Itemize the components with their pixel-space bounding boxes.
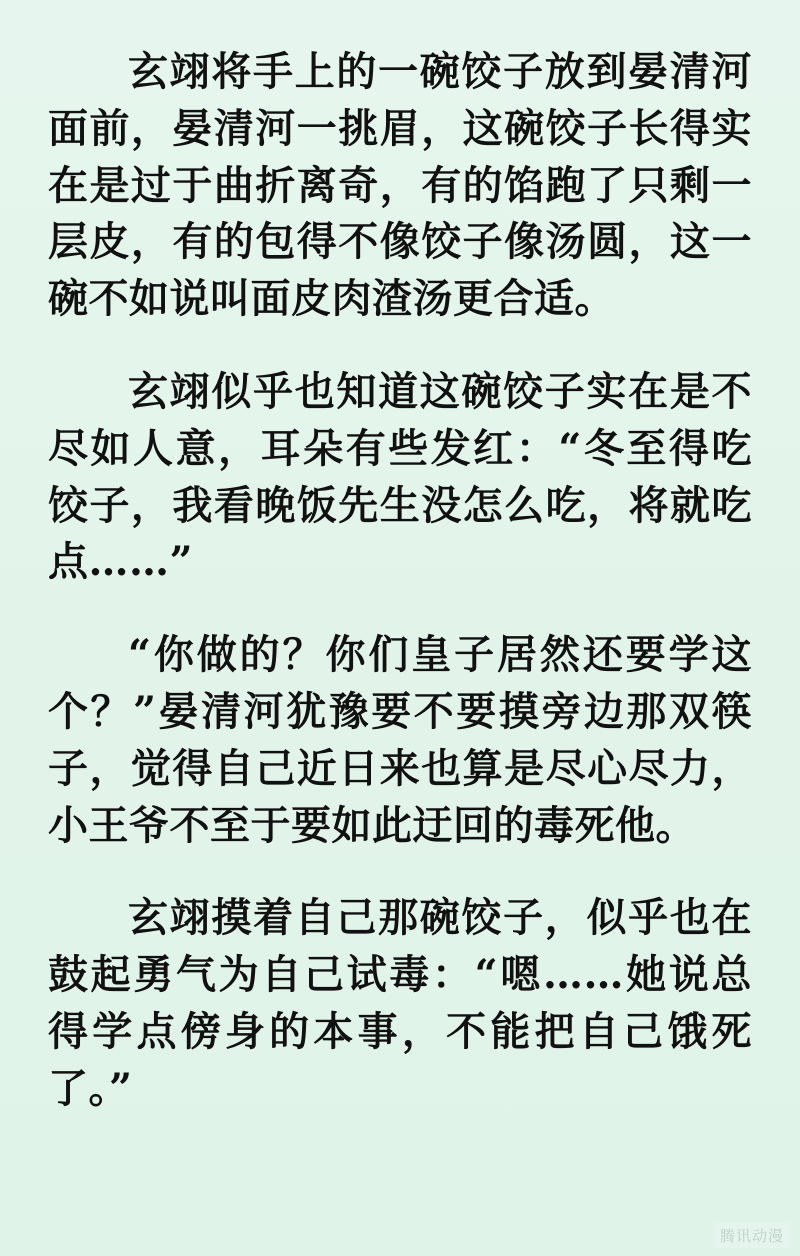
paragraph-1: 玄翊将手上的一碗饺子放到晏清河面前，晏清河一挑眉，这碗饺子长得实在是过于曲折离奇，有的馅跑了只剩一层皮，有的包得不像饺子像汤圆，这一碗不如说叫面皮肉渣汤更合适。: [48, 48, 752, 323]
paragraph-4: 玄翊摸着自己那碗饺子，似乎也在鼓起勇气为自己试毒：“嗯……她说总得学点傍身的本事，不能把自己饿死了。”: [48, 894, 752, 1112]
paragraph-2: 玄翊似乎也知道这碗饺子实在是不尽如人意，耳朵有些发红：“冬至得吃饺子，我看晚饭先生没怎么吃，将就吃点……”: [48, 367, 752, 586]
watermark-label: 腾讯动漫: [714, 1223, 790, 1248]
paragraph-3: “你做的？你们皇子居然还要学这个？”晏清河犹豫要不要摸旁边那双筷子，觉得自己近日来也算是尽心尽力，小王爷不至于要如此迂回的毒死他。: [48, 631, 752, 849]
